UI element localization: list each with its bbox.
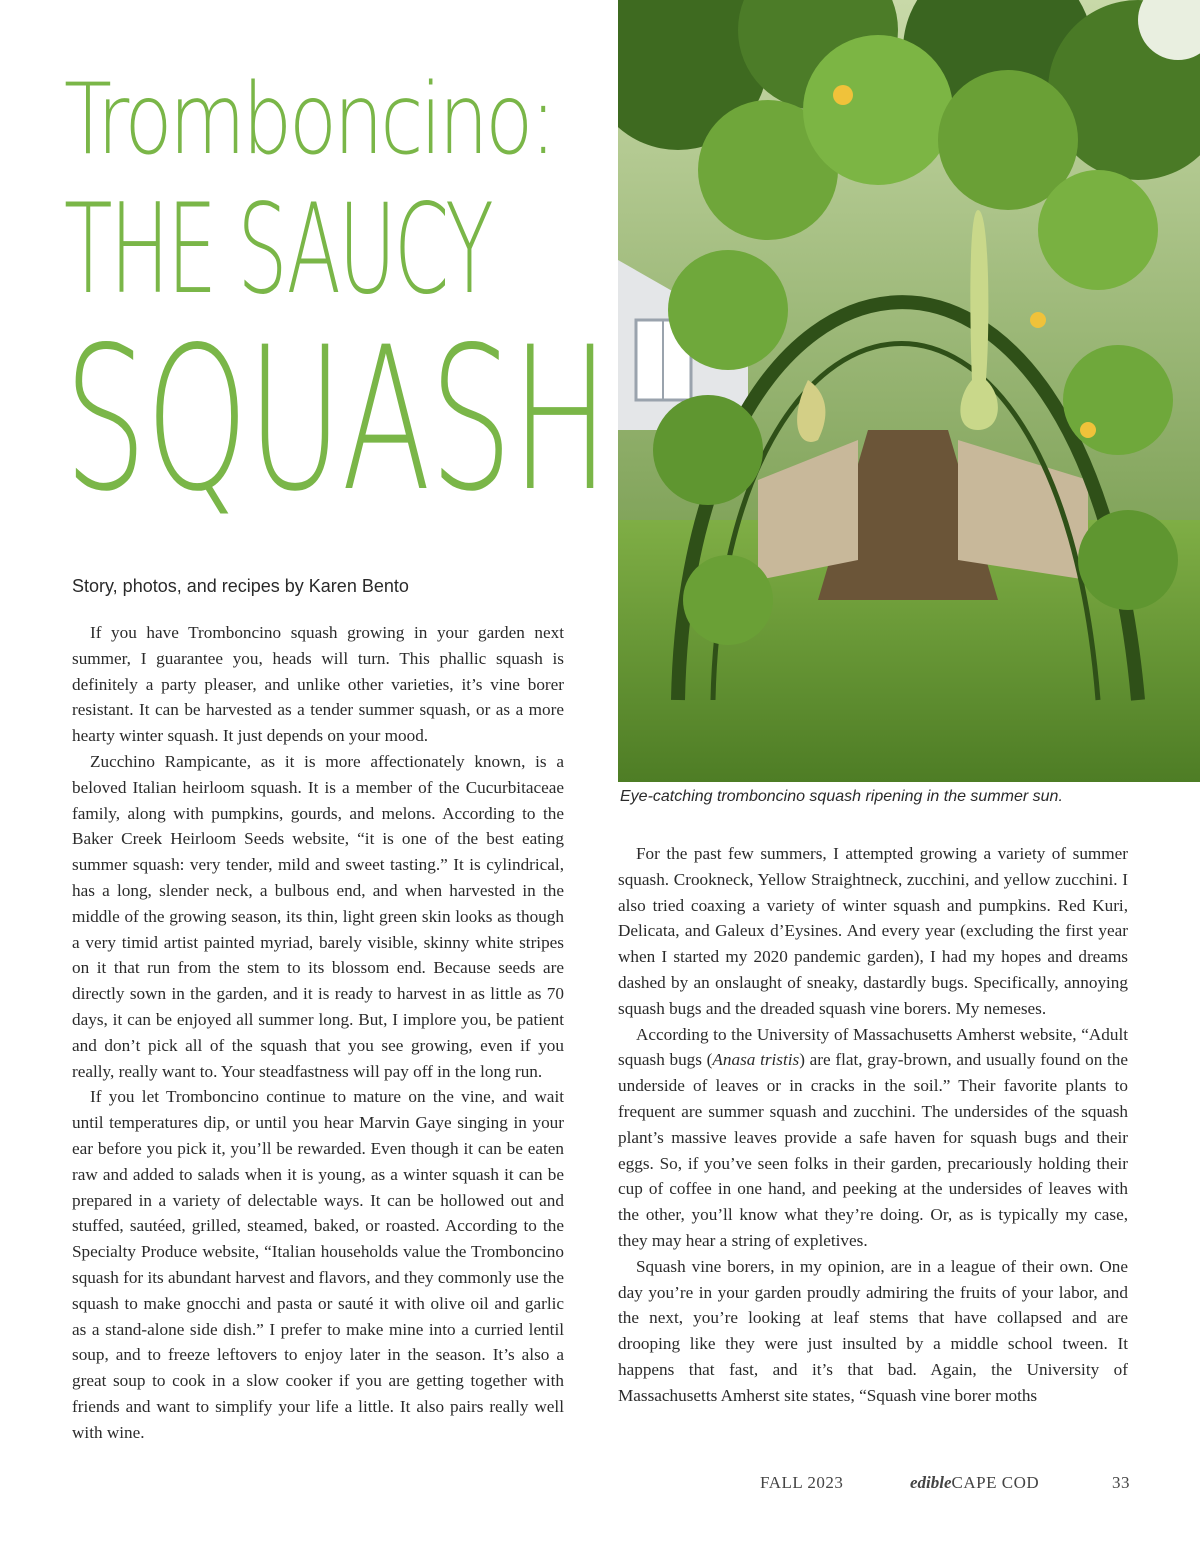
magazine-name-rest: CAPE COD <box>951 1473 1040 1492</box>
body-paragraph <box>618 1022 1128 1254</box>
body-paragraph: Squash vine borers, in my opinion, are in a league of their own. One day you’re in your garden proudly admiring the fruits of your labor, and the next, you’re looking at leaf stems that have collapsed and are drooping like they were just insulted by a middle school tween. It happens that fast, and it’s that bad. Again, the University of Massachusetts Amherst site states, “Squash vine borer moths <box>618 1256 1128 1405</box>
body-paragraph: If you let Tromboncino continue to mature on the vine, and wait until temperatures dip, or until you hear Marvin Gaye singing in your ear before you pick it, you’ll be rewarded. Even though it can be eaten raw and added to salads when it is young, as a winter squash it can be prepared in a variety of delectable ways. It can be hollowed out and stuffed, sautéed, grilled, steamed, baked, or roasted. According to the Specialty Produce website, “Italian households value the Tromboncino squash for its abundant harvest and flavors, and they commonly use the squash to make gnocchi and pasta or sauté it with olive oil and garlic as a stand-alone side dish.” I prefer to make mine into a curried lentil soup, and to freeze leftovers to enjoy later in the season. It’s also a great soup to cook in a slow cooker if you are getting together with friends and want to simplify your life a little. It also pairs really well with wine. <box>72 1087 564 1442</box>
species-name: Anasa tristis <box>712 1050 800 1070</box>
title-line-3: SQUASH <box>64 304 609 535</box>
garden-arch-illustration <box>618 0 1200 782</box>
magazine-name-italic: edible <box>910 1473 952 1492</box>
body-paragraph: For the past few summers, I attempted growing a variety of summer squash. Crookneck, Yellow Straightneck, zucchini, and yellow zucchini. I also tried coaxing a variety of winter squash and pumpkins. Red Kuri, Delicata, and Galeux d’Eysines. And every year (excluding the first year when I started my 2020 pandemic garden), I had my hopes and dreams dashed by an onslaught of sneaky, dastardly bugs. Specifically, annoying squash bugs and the dreaded squash vine borers. My nemeses. <box>618 844 1128 1018</box>
body-column-left <box>72 620 564 1446</box>
photo-caption: Eye-catching tromboncino squash ripening in the summer sun. <box>620 788 1063 805</box>
body-paragraph: If you have Tromboncino squash growing in your garden next summer, I guarantee you, heads will turn. This phallic squash is definitely a party pleaser, and unlike other varieties, it’s vine borer resistant. It can be harvested as a tender summer squash, or as a more hearty winter squash. It just depends on your mood. <box>72 623 564 746</box>
issue-season: FALL 2023 <box>760 1473 844 1492</box>
magazine-name <box>910 1473 1040 1493</box>
body-text: ) are flat, gray-brown, and usually found on the underside of leaves or in cracks in the soil.” Their favorite plants to frequent are summer squash and zucchini. The undersides of the squash plant’s massive leaves provide a safe haven for squash bugs and their eggs. So, if you’ve seen folks in their garden, precariously holding their cup of coffee in one hand, and peeking at the undersides of leaves with the other, you’ll know what they’re doing. Or, as is typically my case, they may hear a string of expletives. <box>618 1050 1128 1250</box>
page-footer <box>760 1473 1130 1499</box>
page-number: 33 <box>1112 1473 1130 1492</box>
body-column-right <box>618 841 1128 1409</box>
title-line-1: Tromboncino: <box>64 63 554 177</box>
article-title <box>64 60 609 535</box>
byline: Story, photos, and recipes by Karen Bento <box>72 576 409 596</box>
title-line-2: THE SAUCY <box>64 178 492 322</box>
garden-photo <box>618 0 1200 782</box>
body-paragraph: Zucchino Rampicante, as it is more affectionately known, is a beloved Italian heirloom squash. It is a member of the Cucurbitaceae family, along with pumpkins, gourds, and melons. According to the Baker Creek Heirloom Seeds website, “it is one of the best eating summer squash: very tender, mild and sweet tasting.” It is cylindrical, has a long, slender neck, a bulbous end, and when harvested in the middle of the growing season, its thin, light green skin looks as though a very timid artist painted myriad, barely visible, skinny white stripes on it that run from the stem to its blossom end. Because seeds are directly sown in the garden, and it is ready to harvest in as little as 70 days, it can be enjoyed all summer long. But, I implore you, be patient and don’t pick all of the squash that you see growing, even if you really, really want to. Your steadfastness will pay off in the long run. <box>72 751 564 1081</box>
body-text: According to the University of Massachusetts Amherst website, “Adult squash bugs ( <box>618 1024 1128 1070</box>
